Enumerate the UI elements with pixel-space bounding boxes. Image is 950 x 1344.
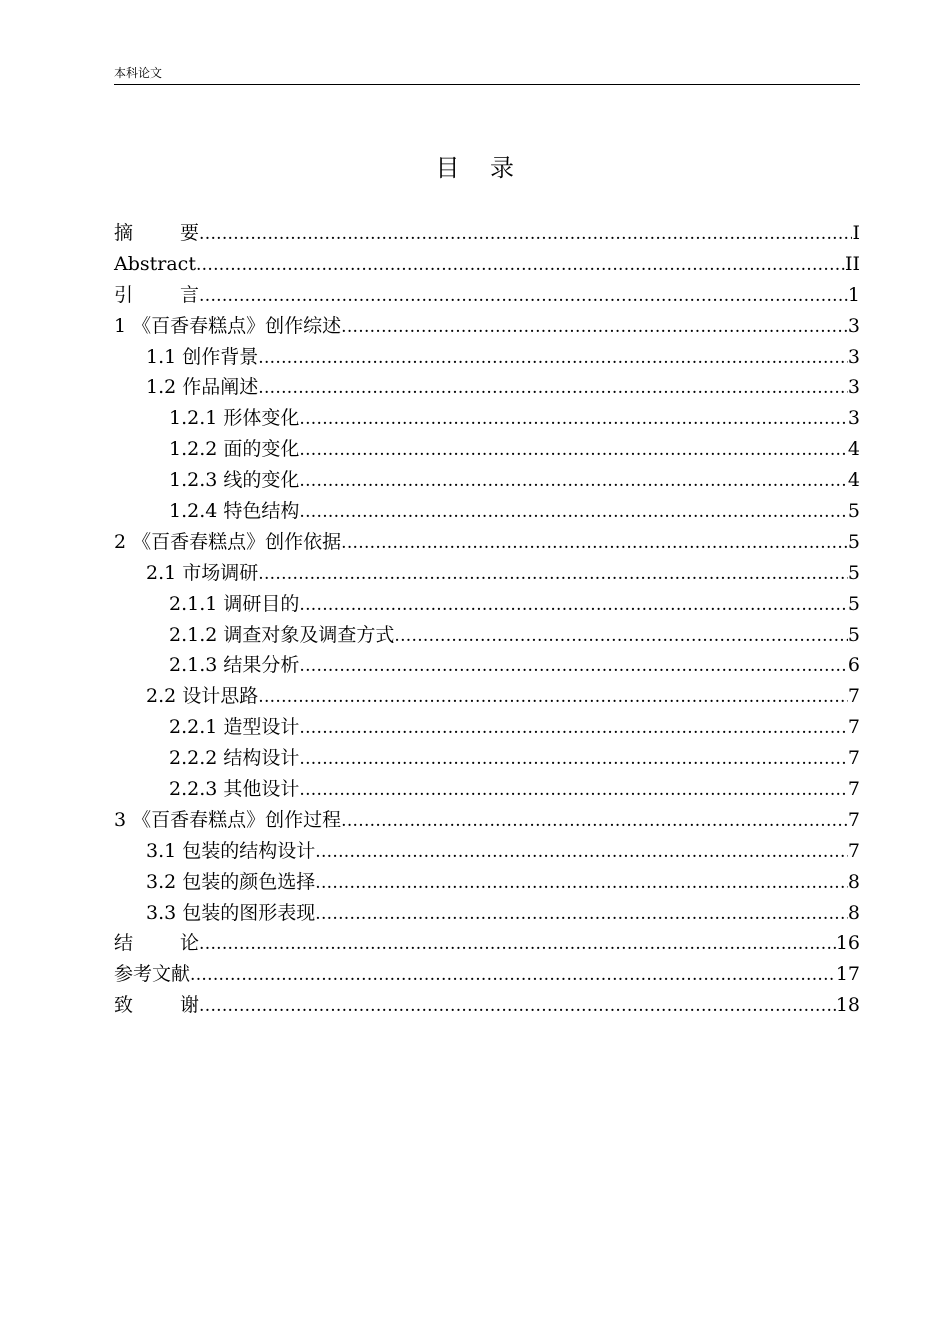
toc-leader-dots [299,435,848,466]
toc-entry-label: 1.2 作品阐述 [146,376,259,399]
toc-page-number: 16 [835,932,860,955]
toc-page-number: 7 [847,685,860,708]
toc-entry-3-3[interactable] [114,898,860,929]
toc-leader-dots [394,621,848,652]
toc-entry-label: 引 言 [114,283,200,306]
toc-entry-label: 2.2 设计思路 [146,685,259,708]
toc-entry-3-2[interactable] [114,867,860,898]
toc-entry-label: 3 《百香春糕点》创作过程 [114,808,342,831]
toc-page-number: 8 [847,901,860,924]
toc-entry-2-1-3[interactable] [114,650,860,681]
toc-leader-dots [199,219,852,250]
toc-entry-1-2-4[interactable] [114,496,860,527]
toc-page-number: 3 [847,376,860,399]
toc-page-number: 7 [847,839,860,862]
toc-entry-label: 致 谢 [114,994,200,1017]
toc-leader-dots [258,373,848,404]
toc-entry-1-2-1[interactable] [114,403,860,434]
toc-entry-2-1-2[interactable] [114,620,860,651]
toc-page-number: 5 [847,500,860,523]
toc-page-number: 4 [847,438,860,461]
toc-leader-dots [199,991,836,1022]
toc-page-number: 5 [847,530,860,553]
title-part-1: 目 [435,154,460,182]
toc-entry-abstract-cn[interactable] [114,218,860,249]
toc-entry-chapter-3[interactable] [114,805,860,836]
toc-leader-dots [199,281,848,312]
toc-leader-dots [315,899,848,930]
toc-page-number: 1 [847,283,860,306]
toc-entry-references[interactable] [114,959,860,990]
toc-entry-3-1[interactable] [114,836,860,867]
toc-entry-1-2[interactable] [114,372,860,403]
toc-entry-label: 2.1.1 调研目的 [169,592,300,615]
toc-entry-label: 2.2.1 造型设计 [169,716,300,739]
toc-leader-dots [341,806,848,837]
toc-entry-1-1[interactable] [114,342,860,373]
toc-page-number: 5 [847,561,860,584]
toc-entry-label: 3.2 包装的颜色选择 [146,870,316,893]
toc-page-number: 3 [847,407,860,430]
toc-entry-1-2-2[interactable] [114,434,860,465]
toc-page-number: I [852,222,860,244]
toc-leader-dots [341,528,848,559]
toc-entry-label: 1.2.1 形体变化 [169,407,300,430]
toc-page-number: 5 [847,623,860,646]
toc-leader-dots [196,250,845,281]
toc-leader-dots [299,651,848,682]
toc-leader-dots [299,713,848,744]
toc-leader-dots [315,868,848,899]
toc-leader-dots [190,960,836,991]
toc-page-number: 5 [847,592,860,615]
toc-leader-dots [258,343,848,374]
toc-entry-2-2[interactable] [114,681,860,712]
toc-leader-dots [299,497,848,528]
page-title [0,150,950,186]
toc-entry-label: 1 《百香春糕点》创作综述 [114,314,342,337]
toc-entry-label: 摘 要 [114,222,200,244]
toc-entry-abstract-en[interactable] [114,249,860,280]
toc-entry-label: Abstract [114,252,196,275]
toc-entry-conclusion[interactable] [114,928,860,959]
toc-leader-dots [299,744,848,775]
toc-page-number: 17 [835,963,860,986]
toc-page-number: 8 [847,870,860,893]
toc-leader-dots [299,590,848,621]
toc-entry-label: 结 论 [114,932,200,955]
toc-page-number: II [844,252,860,275]
toc-entry-label: 2.1.2 调查对象及调查方式 [169,623,395,646]
title-part-2: 录 [490,154,515,182]
toc-entry-label: 3.1 包装的结构设计 [146,839,316,862]
toc-page-number: 7 [847,747,860,770]
toc-entry-2-1-1[interactable] [114,589,860,620]
toc-leader-dots [299,775,848,806]
toc-entry-2-2-3[interactable] [114,774,860,805]
toc-entry-label: 2.2.2 结构设计 [169,747,300,770]
toc-entry-introduction[interactable] [114,280,860,311]
toc-page-number: 3 [847,345,860,368]
toc-leader-dots [299,404,848,435]
toc-leader-dots [315,837,848,868]
toc-leader-dots [199,929,836,960]
toc-page-number: 3 [847,314,860,337]
toc-entry-label: 2.1.3 结果分析 [169,654,300,677]
header-text: 本科论文 [114,66,163,80]
toc-entry-label: 1.2.3 线的变化 [169,469,300,492]
table-of-contents [114,218,860,1021]
toc-page-number: 4 [847,469,860,492]
toc-entry-label: 1.1 创作背景 [146,345,259,368]
toc-page-number: 7 [847,778,860,801]
toc-page-number: 7 [847,808,860,831]
toc-entry-acknowledgements[interactable] [114,990,860,1021]
toc-entry-label: 2 《百香春糕点》创作依据 [114,530,342,553]
toc-entry-label: 2.1 市场调研 [146,561,259,584]
toc-page-number: 7 [847,716,860,739]
toc-entry-1-2-3[interactable] [114,465,860,496]
toc-entry-label: 参考文献 [114,963,191,986]
toc-leader-dots [258,559,848,590]
toc-leader-dots [299,466,848,497]
toc-entry-label: 2.2.3 其他设计 [169,778,300,801]
toc-leader-dots [258,682,848,713]
toc-page-number: 6 [847,654,860,677]
toc-entry-chapter-2[interactable] [114,527,860,558]
toc-leader-dots [341,312,848,343]
running-header [114,66,860,85]
toc-entry-label: 1.2.2 面的变化 [169,438,300,461]
toc-entry-2-2-2[interactable] [114,743,860,774]
toc-entry-2-1[interactable] [114,558,860,589]
toc-page-number: 18 [835,994,860,1017]
toc-entry-2-2-1[interactable] [114,712,860,743]
toc-entry-chapter-1[interactable] [114,311,860,342]
toc-entry-label: 3.3 包装的图形表现 [146,901,316,924]
toc-entry-label: 1.2.4 特色结构 [169,500,300,523]
